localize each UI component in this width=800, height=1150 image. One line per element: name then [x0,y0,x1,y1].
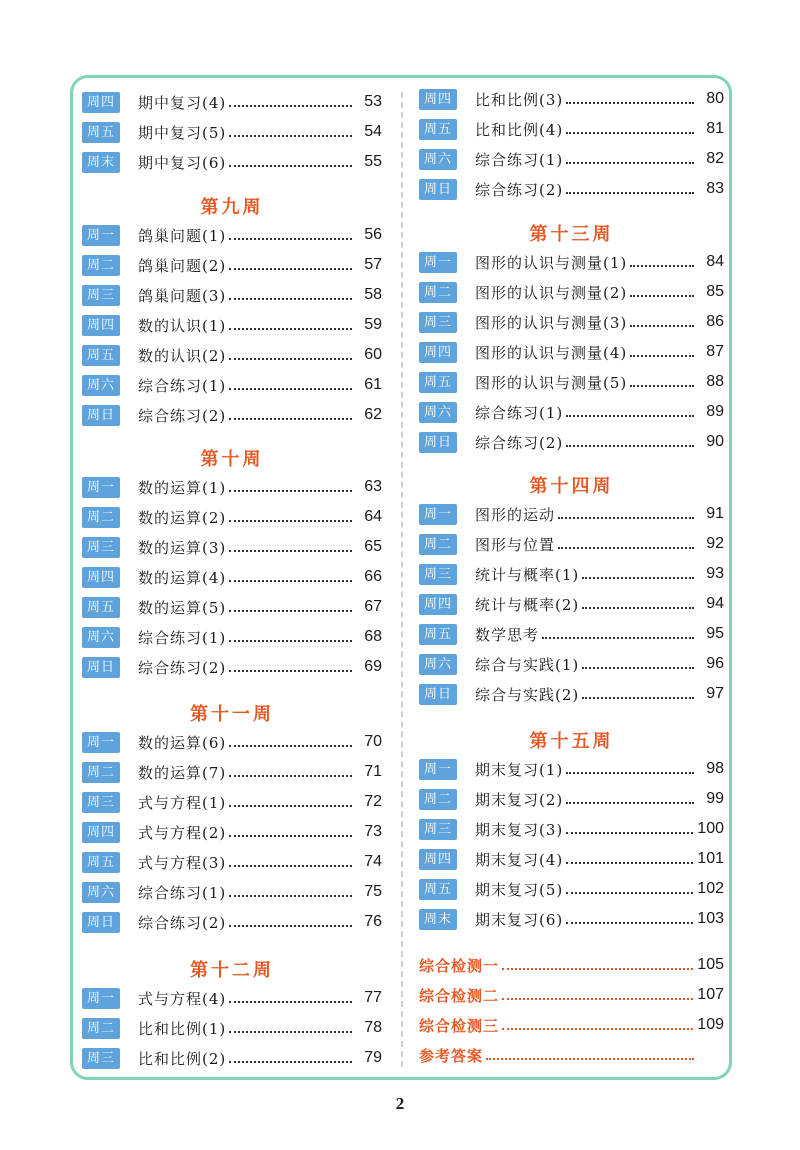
day-badge: 周六 [82,375,120,396]
toc-entry [82,223,382,247]
toc-entry [82,373,382,397]
toc-entry [419,280,724,304]
dot-leader [229,328,352,330]
dot-leader [229,745,352,747]
day-badge: 周六 [419,654,457,675]
dot-leader [542,637,694,639]
entry-title: 式与方程(3) [138,853,227,872]
entry-title: 数的运算(7) [138,763,227,782]
day-badge: 周四 [419,89,457,110]
toc-entry [82,120,382,144]
entry-title: 数的运算(6) [138,733,227,752]
entry-title: 数的认识(2) [138,346,227,365]
entry-page-number: 85 [706,283,724,300]
entry-title: 期末复习(1) [475,760,564,779]
entry-title: 图形的认识与测量(5) [475,373,628,392]
entry-title: 综合检测三 [419,1016,500,1035]
entry-page-number: 74 [364,853,382,870]
toc-entry [82,343,382,367]
toc-entry [82,625,382,649]
dot-leader [630,385,694,387]
dot-leader [566,922,693,924]
toc-entry [419,177,724,201]
entry-title: 综合练习(2) [138,913,227,932]
entry-title: 综合练习(1) [138,376,227,395]
toc-entry [419,370,724,394]
entry-page-number: 65 [364,538,382,555]
dot-leader [582,607,694,609]
toc-entry [82,1046,382,1070]
day-badge: 周五 [419,372,457,393]
day-badge: 周三 [82,285,120,306]
entry-page-number: 90 [706,433,724,450]
entry-title: 图形的认识与测量(2) [475,283,628,302]
entry-page-number: 88 [706,373,724,390]
entry-page-number: 82 [706,150,724,167]
toc-entry [419,652,724,676]
dot-leader [566,102,694,104]
toc-entry [82,910,382,934]
dot-leader [229,520,352,522]
toc-entry [419,117,724,141]
entry-page-number: 87 [706,343,724,360]
dot-leader [566,415,694,417]
dot-leader [566,132,694,134]
entry-page-number: 54 [364,123,382,140]
entry-page-number: 99 [706,790,724,807]
toc-entry [419,877,724,901]
day-badge: 周一 [82,732,120,753]
entry-title: 数的运算(3) [138,538,227,557]
dot-leader [502,998,693,1000]
entry-title: 统计与概率(2) [475,595,580,614]
day-badge: 周三 [419,312,457,333]
entry-page-number: 75 [364,883,382,900]
dot-leader [229,835,352,837]
dot-leader [502,1028,693,1030]
day-badge: 周日 [82,912,120,933]
entry-page-number: 86 [706,313,724,330]
entry-page-number: 61 [364,376,382,393]
entry-page-number: 68 [364,628,382,645]
week-heading: 第十一周 [190,704,274,725]
test-entry [419,983,724,1007]
entry-title: 式与方程(2) [138,823,227,842]
test-entry [419,1013,724,1037]
toc-entry [82,595,382,619]
day-badge: 周一 [419,504,457,525]
entry-page-number: 107 [697,986,724,1003]
dot-leader [229,418,352,420]
day-badge: 周五 [82,597,120,618]
toc-entry [419,532,724,556]
dot-leader [229,268,352,270]
day-badge: 周二 [82,762,120,783]
day-badge: 周三 [82,537,120,558]
dot-leader [229,1061,352,1063]
toc-entry [419,757,724,781]
toc-entry [419,847,724,871]
toc-entry [82,760,382,784]
entry-page-number: 63 [364,478,382,495]
entry-page-number: 77 [364,989,382,1006]
entry-title: 式与方程(1) [138,793,227,812]
week-heading: 第十四周 [529,476,614,497]
day-badge: 周日 [419,179,457,200]
day-badge: 周日 [419,684,457,705]
entry-title: 数的运算(2) [138,508,227,527]
entry-page-number: 103 [697,910,724,927]
day-badge: 周五 [82,852,120,873]
day-badge: 周日 [419,432,457,453]
week-heading: 第十二周 [190,960,274,981]
entry-page-number: 53 [364,93,382,110]
toc-entry [82,150,382,174]
entry-title: 式与方程(4) [138,989,227,1008]
week-heading: 第九周 [200,197,264,218]
day-badge: 周二 [419,534,457,555]
toc-entry [419,430,724,454]
entry-title: 综合练习(1) [138,628,227,647]
day-badge: 周四 [82,315,120,336]
entry-title: 数的认识(1) [138,316,227,335]
entry-title: 图形的认识与测量(1) [475,253,628,272]
day-badge: 周一 [82,988,120,1009]
entry-page-number: 69 [364,658,382,675]
entry-title: 鸽巢问题(3) [138,286,227,305]
dot-leader [229,238,352,240]
entry-page-number: 92 [706,535,724,552]
entry-page-number: 83 [706,180,724,197]
day-badge: 周三 [82,1048,120,1069]
entry-page-number: 73 [364,823,382,840]
dot-leader [558,547,694,549]
toc-entry [82,790,382,814]
day-badge: 周三 [419,819,457,840]
dot-leader [566,802,694,804]
entry-title: 期末复习(3) [475,820,564,839]
entry-title: 综合检测二 [419,986,500,1005]
dot-leader [566,445,694,447]
entry-title: 鸽巢问题(2) [138,256,227,275]
toc-entry [419,907,724,931]
dot-leader [229,298,352,300]
dot-leader [582,577,694,579]
toc-entry [82,820,382,844]
entry-page-number: 96 [706,655,724,672]
toc-entry [82,730,382,754]
entry-title: 综合练习(1) [138,883,227,902]
day-badge: 周四 [419,594,457,615]
entry-page-number: 105 [697,956,724,973]
entry-title: 综合与实践(1) [475,655,580,674]
dot-leader [229,580,352,582]
dot-leader [229,640,352,642]
toc-entry [419,817,724,841]
toc-entry [82,505,382,529]
entry-page-number: 62 [364,406,382,423]
entry-page-number: 81 [706,120,724,137]
entry-title: 图形的运动 [475,505,556,524]
toc-entry [82,403,382,427]
toc-entry [419,87,724,111]
test-entry [419,1043,724,1067]
day-badge: 周六 [82,627,120,648]
day-badge: 周三 [82,792,120,813]
entry-page-number: 102 [697,880,724,897]
entry-page-number: 64 [364,508,382,525]
toc-entry [419,592,724,616]
dot-leader [229,775,352,777]
dot-leader [229,670,352,672]
dot-leader [229,895,352,897]
dot-leader [486,1058,694,1060]
entry-title: 比和比例(3) [475,90,564,109]
toc-entry [419,250,724,274]
toc-entry [82,880,382,904]
day-badge: 周四 [82,567,120,588]
entry-title: 期中复习(4) [138,93,227,112]
entry-title: 图形与位置 [475,535,556,554]
entry-title: 综合练习(2) [138,658,227,677]
entry-title: 综合与实践(2) [475,685,580,704]
dot-leader [582,697,694,699]
entry-page-number: 93 [706,565,724,582]
toc-entry [419,400,724,424]
entry-title: 期末复习(2) [475,790,564,809]
entry-page-number: 79 [364,1049,382,1066]
entry-page-number: 66 [364,568,382,585]
dot-leader [229,925,352,927]
entry-page-number: 59 [364,316,382,333]
entry-title: 数的运算(5) [138,598,227,617]
entry-title: 比和比例(2) [138,1049,227,1068]
entry-title: 比和比例(1) [138,1019,227,1038]
dot-leader [229,490,352,492]
entry-title: 图形的认识与测量(3) [475,313,628,332]
day-badge: 周一 [419,759,457,780]
entry-page-number: 58 [364,286,382,303]
toc-entry [82,475,382,499]
day-badge: 周五 [419,119,457,140]
entry-title: 综合练习(1) [475,403,564,422]
entry-title: 期中复习(6) [138,153,227,172]
day-badge: 周四 [82,92,120,113]
day-badge: 周一 [82,477,120,498]
entry-title: 参考答案 [419,1046,484,1065]
entry-page-number: 89 [706,403,724,420]
day-badge: 周四 [82,822,120,843]
entry-page-number: 70 [364,733,382,750]
dot-leader [229,105,352,107]
dot-leader [630,295,694,297]
toc-entry [82,655,382,679]
entry-title: 统计与概率(1) [475,565,580,584]
entry-page-number: 97 [706,685,724,702]
toc-entry [419,787,724,811]
toc-entry [82,850,382,874]
day-badge: 周二 [82,1018,120,1039]
day-badge: 周末 [419,909,457,930]
entry-page-number: 91 [706,505,724,522]
toc-entry [419,562,724,586]
day-badge: 周五 [419,624,457,645]
entry-page-number: 55 [364,153,382,170]
dot-leader [229,1001,352,1003]
entry-page-number: 57 [364,256,382,273]
dot-leader [229,805,352,807]
week-heading: 第十三周 [529,224,614,245]
day-badge: 周五 [82,122,120,143]
entry-page-number: 94 [706,595,724,612]
dot-leader [229,1031,352,1033]
day-badge: 周六 [419,149,457,170]
toc-entry [419,502,724,526]
dot-leader [630,355,694,357]
dot-leader [558,517,694,519]
dot-leader [566,892,693,894]
toc-entry [82,283,382,307]
dot-leader [502,968,693,970]
entry-page-number: 100 [697,820,724,837]
day-badge: 周二 [82,255,120,276]
entry-title: 综合练习(2) [475,180,564,199]
toc-entry [82,565,382,589]
entry-title: 数的运算(4) [138,568,227,587]
day-badge: 周二 [419,282,457,303]
entry-title: 期末复习(4) [475,850,564,869]
entry-page-number: 84 [706,253,724,270]
dot-leader [566,832,693,834]
entry-title: 综合练习(2) [138,406,227,425]
toc-entry [82,986,382,1010]
toc-entry [82,253,382,277]
column-divider [401,92,403,1067]
day-badge: 周一 [82,225,120,246]
entry-page-number: 80 [706,90,724,107]
entry-page-number: 72 [364,793,382,810]
dot-leader [566,772,694,774]
entry-page-number: 67 [364,598,382,615]
entry-page-number: 78 [364,1019,382,1036]
entry-title: 期末复习(5) [475,880,564,899]
entry-page-number: 101 [697,850,724,867]
day-badge: 周五 [419,879,457,900]
day-badge: 周三 [419,564,457,585]
week-heading: 第十五周 [529,731,614,752]
day-badge: 周一 [419,252,457,273]
day-badge: 周日 [82,657,120,678]
entry-page-number: 60 [364,346,382,363]
toc-entry [419,340,724,364]
toc-entry [82,313,382,337]
entry-title: 鸽巢问题(1) [138,226,227,245]
entry-page-number: 109 [697,1016,724,1033]
dot-leader [229,865,352,867]
dot-leader [229,165,352,167]
entry-title: 期中复习(5) [138,123,227,142]
entry-title: 综合练习(2) [475,433,564,452]
day-badge: 周五 [82,345,120,366]
dot-leader [566,162,694,164]
toc-entry [82,1016,382,1040]
day-badge: 周六 [82,882,120,903]
week-heading: 第十周 [200,449,264,470]
day-badge: 周四 [419,342,457,363]
dot-leader [229,610,352,612]
toc-entry [419,682,724,706]
entry-title: 数的运算(1) [138,478,227,497]
page-number: 2 [395,1094,405,1113]
dot-leader [582,667,694,669]
entry-page-number: 76 [364,913,382,930]
day-badge: 周末 [82,152,120,173]
dot-leader [566,192,694,194]
dot-leader [229,550,352,552]
toc-entry [419,310,724,334]
dot-leader [229,135,352,137]
toc-entry [419,622,724,646]
toc-entry [82,535,382,559]
entry-page-number: 95 [706,625,724,642]
entry-title: 综合检测一 [419,956,500,975]
dot-leader [229,388,352,390]
entry-title: 综合练习(1) [475,150,564,169]
entry-title: 比和比例(4) [475,120,564,139]
dot-leader [566,862,693,864]
day-badge: 周二 [82,507,120,528]
entry-title: 图形的认识与测量(4) [475,343,628,362]
entry-page-number: 56 [364,226,382,243]
toc-entry [82,90,382,114]
dot-leader [630,265,694,267]
day-badge: 周二 [419,789,457,810]
day-badge: 周日 [82,405,120,426]
dot-leader [229,358,352,360]
entry-title: 数学思考 [475,625,540,644]
day-badge: 周四 [419,849,457,870]
entry-page-number: 71 [364,763,382,780]
dot-leader [630,325,694,327]
entry-page-number: 98 [706,760,724,777]
entry-title: 期末复习(6) [475,910,564,929]
day-badge: 周六 [419,402,457,423]
test-entry [419,953,724,977]
toc-entry [419,147,724,171]
